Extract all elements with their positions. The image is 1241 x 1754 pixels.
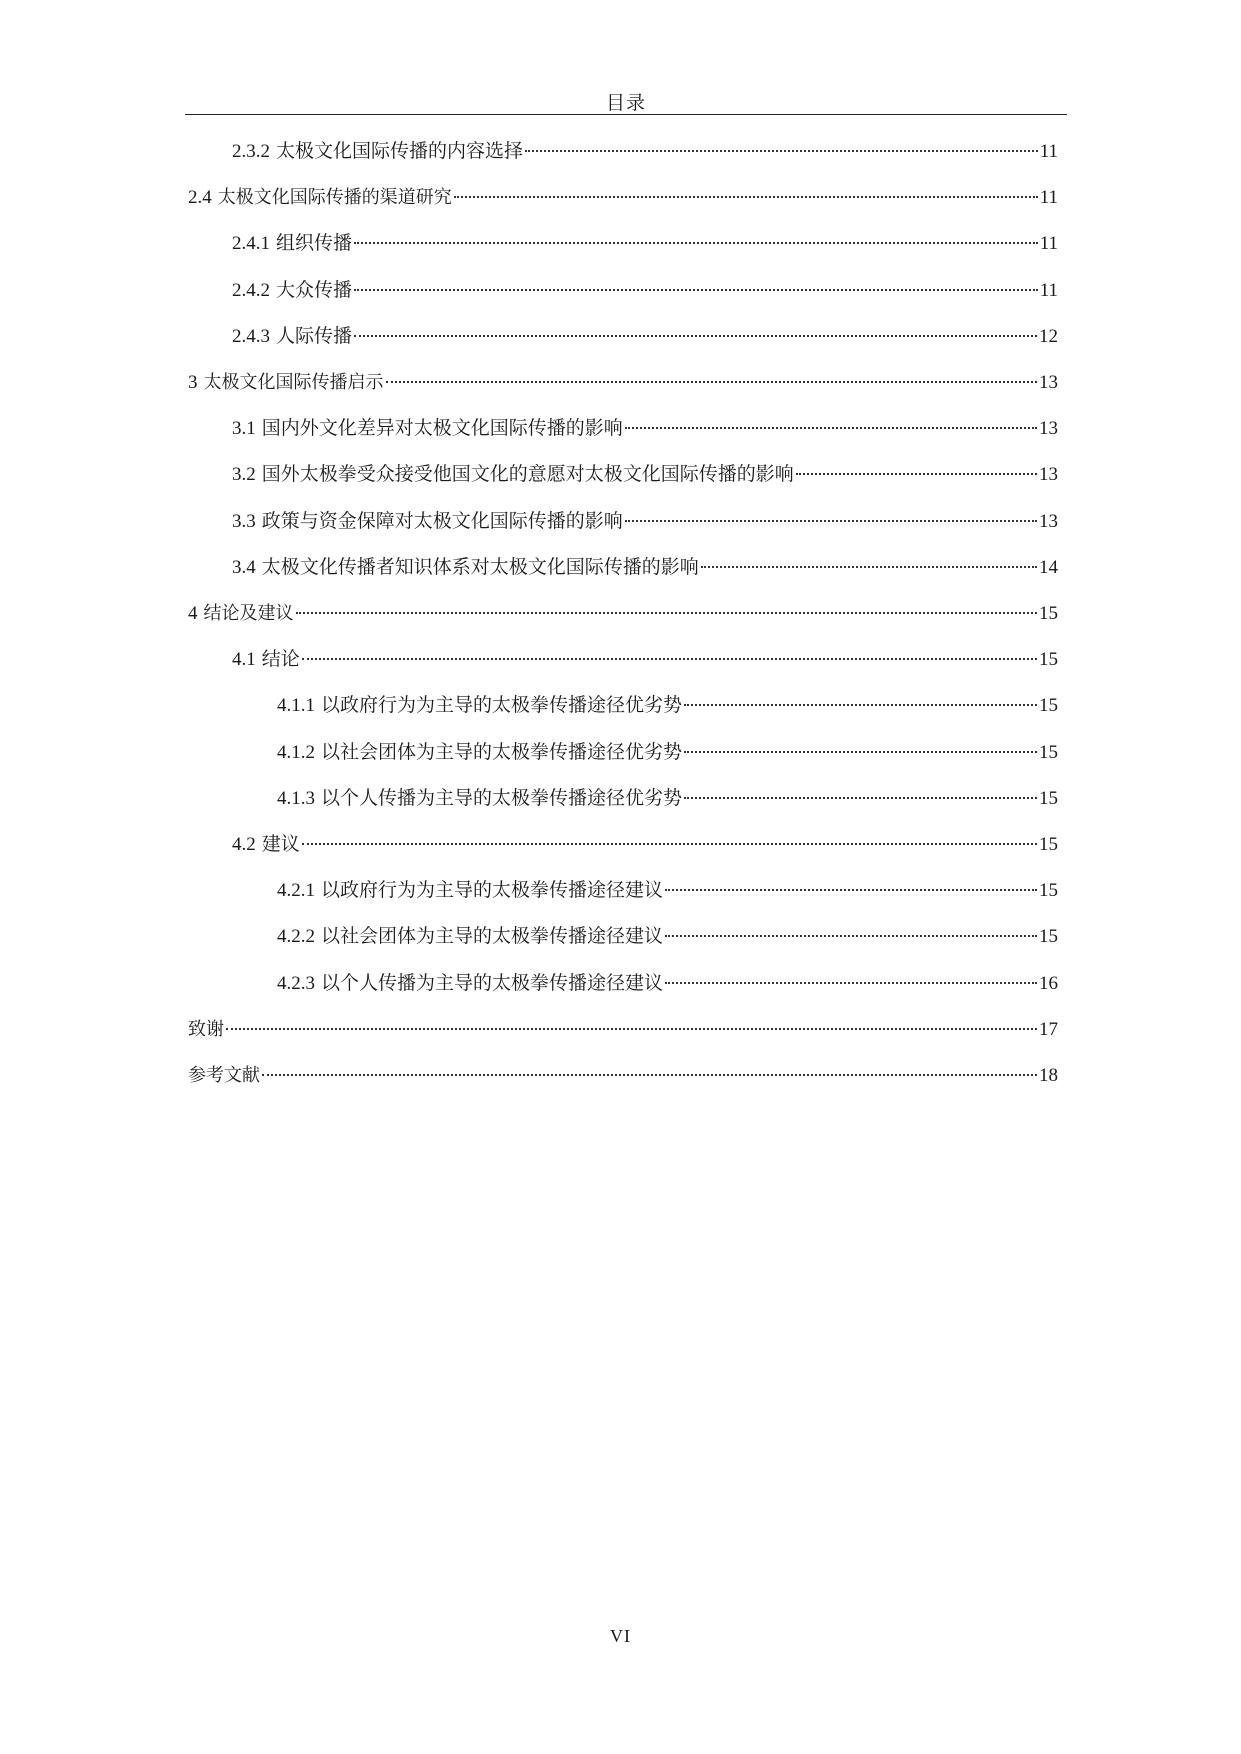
toc-entry-title: 组织传播 (276, 233, 353, 255)
toc-entry[interactable] (232, 324, 1058, 350)
toc-entry-title: 国外太极拳受众接受他国文化的意愿对太极文化国际传播的影响 (261, 464, 794, 486)
toc-entry[interactable] (277, 740, 1058, 766)
toc-entry-number: 3.1 (232, 418, 256, 440)
toc-entry[interactable] (232, 231, 1058, 257)
toc-entry-title: 国内外文化差异对太极文化国际传播的影响 (261, 418, 623, 440)
toc-dot-leader (684, 751, 1037, 753)
toc-entry-number: 4.1 (232, 649, 256, 671)
toc-entry-title: 建议 (261, 834, 300, 855)
toc-dot-leader (302, 658, 1037, 660)
toc-dot-leader (796, 473, 1037, 475)
toc-entry[interactable] (188, 601, 1058, 627)
toc-entry-number: 4.1.1 (277, 695, 315, 717)
toc-entry-page-number: 15 (1039, 603, 1058, 624)
toc-entry-title: 以政府行为为主导的太极拳传播途径优劣势 (321, 695, 683, 717)
toc-entry-number: 2.4.2 (232, 279, 270, 301)
toc-entry-page-number: 15 (1039, 834, 1058, 855)
toc-entry-page-number: 13 (1039, 510, 1058, 532)
toc-entry-number: 4.2.3 (277, 972, 315, 994)
toc-entry[interactable] (277, 924, 1058, 950)
toc-entry-number: 2.4.3 (232, 325, 270, 347)
toc-entry-number: 3.2 (232, 464, 256, 486)
page-number-footer: VI (610, 1626, 631, 1646)
toc-entry-page-number: 15 (1039, 787, 1058, 809)
toc-entry-title: 以社会团体为主导的太极拳传播途径优劣势 (321, 741, 683, 763)
toc-dot-leader (354, 335, 1037, 337)
page-header-title: 目录 (605, 93, 646, 114)
toc-entry-page-number: 16 (1039, 972, 1058, 994)
toc-dot-leader (665, 935, 1037, 937)
toc-dot-leader (386, 381, 1038, 383)
toc-entry-number: 2.4.1 (232, 233, 270, 255)
toc-entry-title: 以个人传播为主导的太极拳传播途径优劣势 (321, 787, 683, 809)
toc-entry[interactable] (277, 878, 1058, 904)
toc-entry-page-number: 13 (1039, 418, 1058, 440)
toc-entry[interactable] (277, 693, 1058, 719)
toc-entry-page-number: 15 (1039, 926, 1058, 948)
toc-entry-title: 大众传播 (276, 279, 353, 301)
toc-entry-number: 3.4 (232, 556, 256, 578)
toc-entry[interactable] (232, 462, 1058, 488)
toc-entry-page-number: 11 (1039, 233, 1058, 255)
toc-entry[interactable] (188, 185, 1058, 211)
toc-entry-page-number: 15 (1039, 649, 1058, 671)
toc-entry-page-number: 17 (1039, 1018, 1058, 1040)
toc-entry[interactable] (188, 1017, 1058, 1043)
toc-dot-leader (625, 520, 1037, 522)
toc-entry[interactable] (277, 971, 1058, 997)
toc-entry-page-number: 11 (1039, 141, 1058, 162)
toc-entry-title: 以政府行为为主导的太极拳传播途径建议 (321, 880, 664, 902)
toc-dot-leader (701, 566, 1037, 568)
toc-dot-leader (354, 242, 1038, 244)
toc-entry-page-number: 12 (1039, 325, 1058, 347)
toc-dot-leader (262, 1074, 1037, 1076)
toc-entry-number: 4.1.3 (277, 787, 315, 809)
toc-entry[interactable] (188, 1063, 1058, 1089)
toc-entry-title: 以社会团体为主导的太极拳传播途径建议 (321, 926, 664, 948)
toc-entry-number: 4.1.2 (277, 741, 315, 763)
toc-dot-leader (454, 196, 1038, 198)
toc-entry-page-number: 15 (1039, 880, 1058, 902)
toc-dot-leader (665, 889, 1037, 891)
toc-dot-leader (354, 289, 1038, 291)
toc-entry-number: 4.2.1 (277, 880, 315, 902)
toc-entry-title: 太极文化国际传播启示 (203, 372, 384, 393)
toc-dot-leader (684, 797, 1037, 799)
toc-entry[interactable] (232, 139, 1058, 165)
toc-entry-title: 致谢 (188, 1018, 224, 1040)
toc-entry-page-number: 14 (1039, 556, 1058, 578)
toc-entry-number: 2.3.2 (232, 141, 270, 162)
toc-dot-leader (525, 150, 1038, 152)
toc-entry-title: 人际传播 (276, 325, 353, 347)
toc-entry[interactable] (232, 416, 1058, 442)
toc-entry[interactable] (232, 832, 1058, 858)
toc-entry-title: 参考文献 (188, 1065, 260, 1086)
toc-entry-page-number: 15 (1039, 741, 1058, 763)
toc-entry-title: 以个人传播为主导的太极拳传播途径建议 (321, 972, 664, 994)
toc-entry-title: 太极文化传播者知识体系对太极文化国际传播的影响 (261, 556, 699, 578)
toc-dot-leader (684, 704, 1037, 706)
header-rule (185, 114, 1067, 115)
toc-entry-title: 太极文化国际传播的渠道研究 (217, 187, 452, 209)
toc-dot-leader (226, 1028, 1037, 1030)
toc-entry-number: 4 (188, 603, 198, 624)
toc-entry-title: 结论 (261, 649, 300, 671)
toc-entry-title: 政策与资金保障对太极文化国际传播的影响 (261, 510, 623, 532)
toc-entry[interactable] (232, 555, 1058, 581)
toc-entry-number: 4.2.2 (277, 926, 315, 948)
toc-dot-leader (665, 982, 1037, 984)
toc-entry[interactable] (232, 278, 1058, 304)
toc-entry-title: 太极文化国际传播的内容选择 (276, 141, 524, 162)
toc-dot-leader (302, 843, 1037, 845)
toc-entry-title: 结论及建议 (203, 603, 294, 624)
toc-entry-number: 2.4 (188, 187, 212, 209)
toc-entry-number: 3.3 (232, 510, 256, 532)
toc-entry-page-number: 11 (1039, 279, 1058, 301)
toc-entry-page-number: 15 (1039, 695, 1058, 717)
toc-entry[interactable] (232, 647, 1058, 673)
toc-entry-page-number: 13 (1039, 372, 1058, 393)
toc-dot-leader (625, 427, 1037, 429)
toc-entry-page-number: 11 (1039, 187, 1058, 209)
toc-entry[interactable] (277, 786, 1058, 812)
toc-entry-page-number: 13 (1039, 464, 1058, 486)
toc-entry[interactable] (232, 509, 1058, 535)
toc-entry-number: 4.2 (232, 834, 256, 855)
toc-entry-page-number: 18 (1039, 1065, 1058, 1086)
toc-entry-number: 3 (188, 372, 198, 393)
toc-dot-leader (296, 612, 1038, 614)
toc-entry[interactable] (188, 370, 1058, 396)
